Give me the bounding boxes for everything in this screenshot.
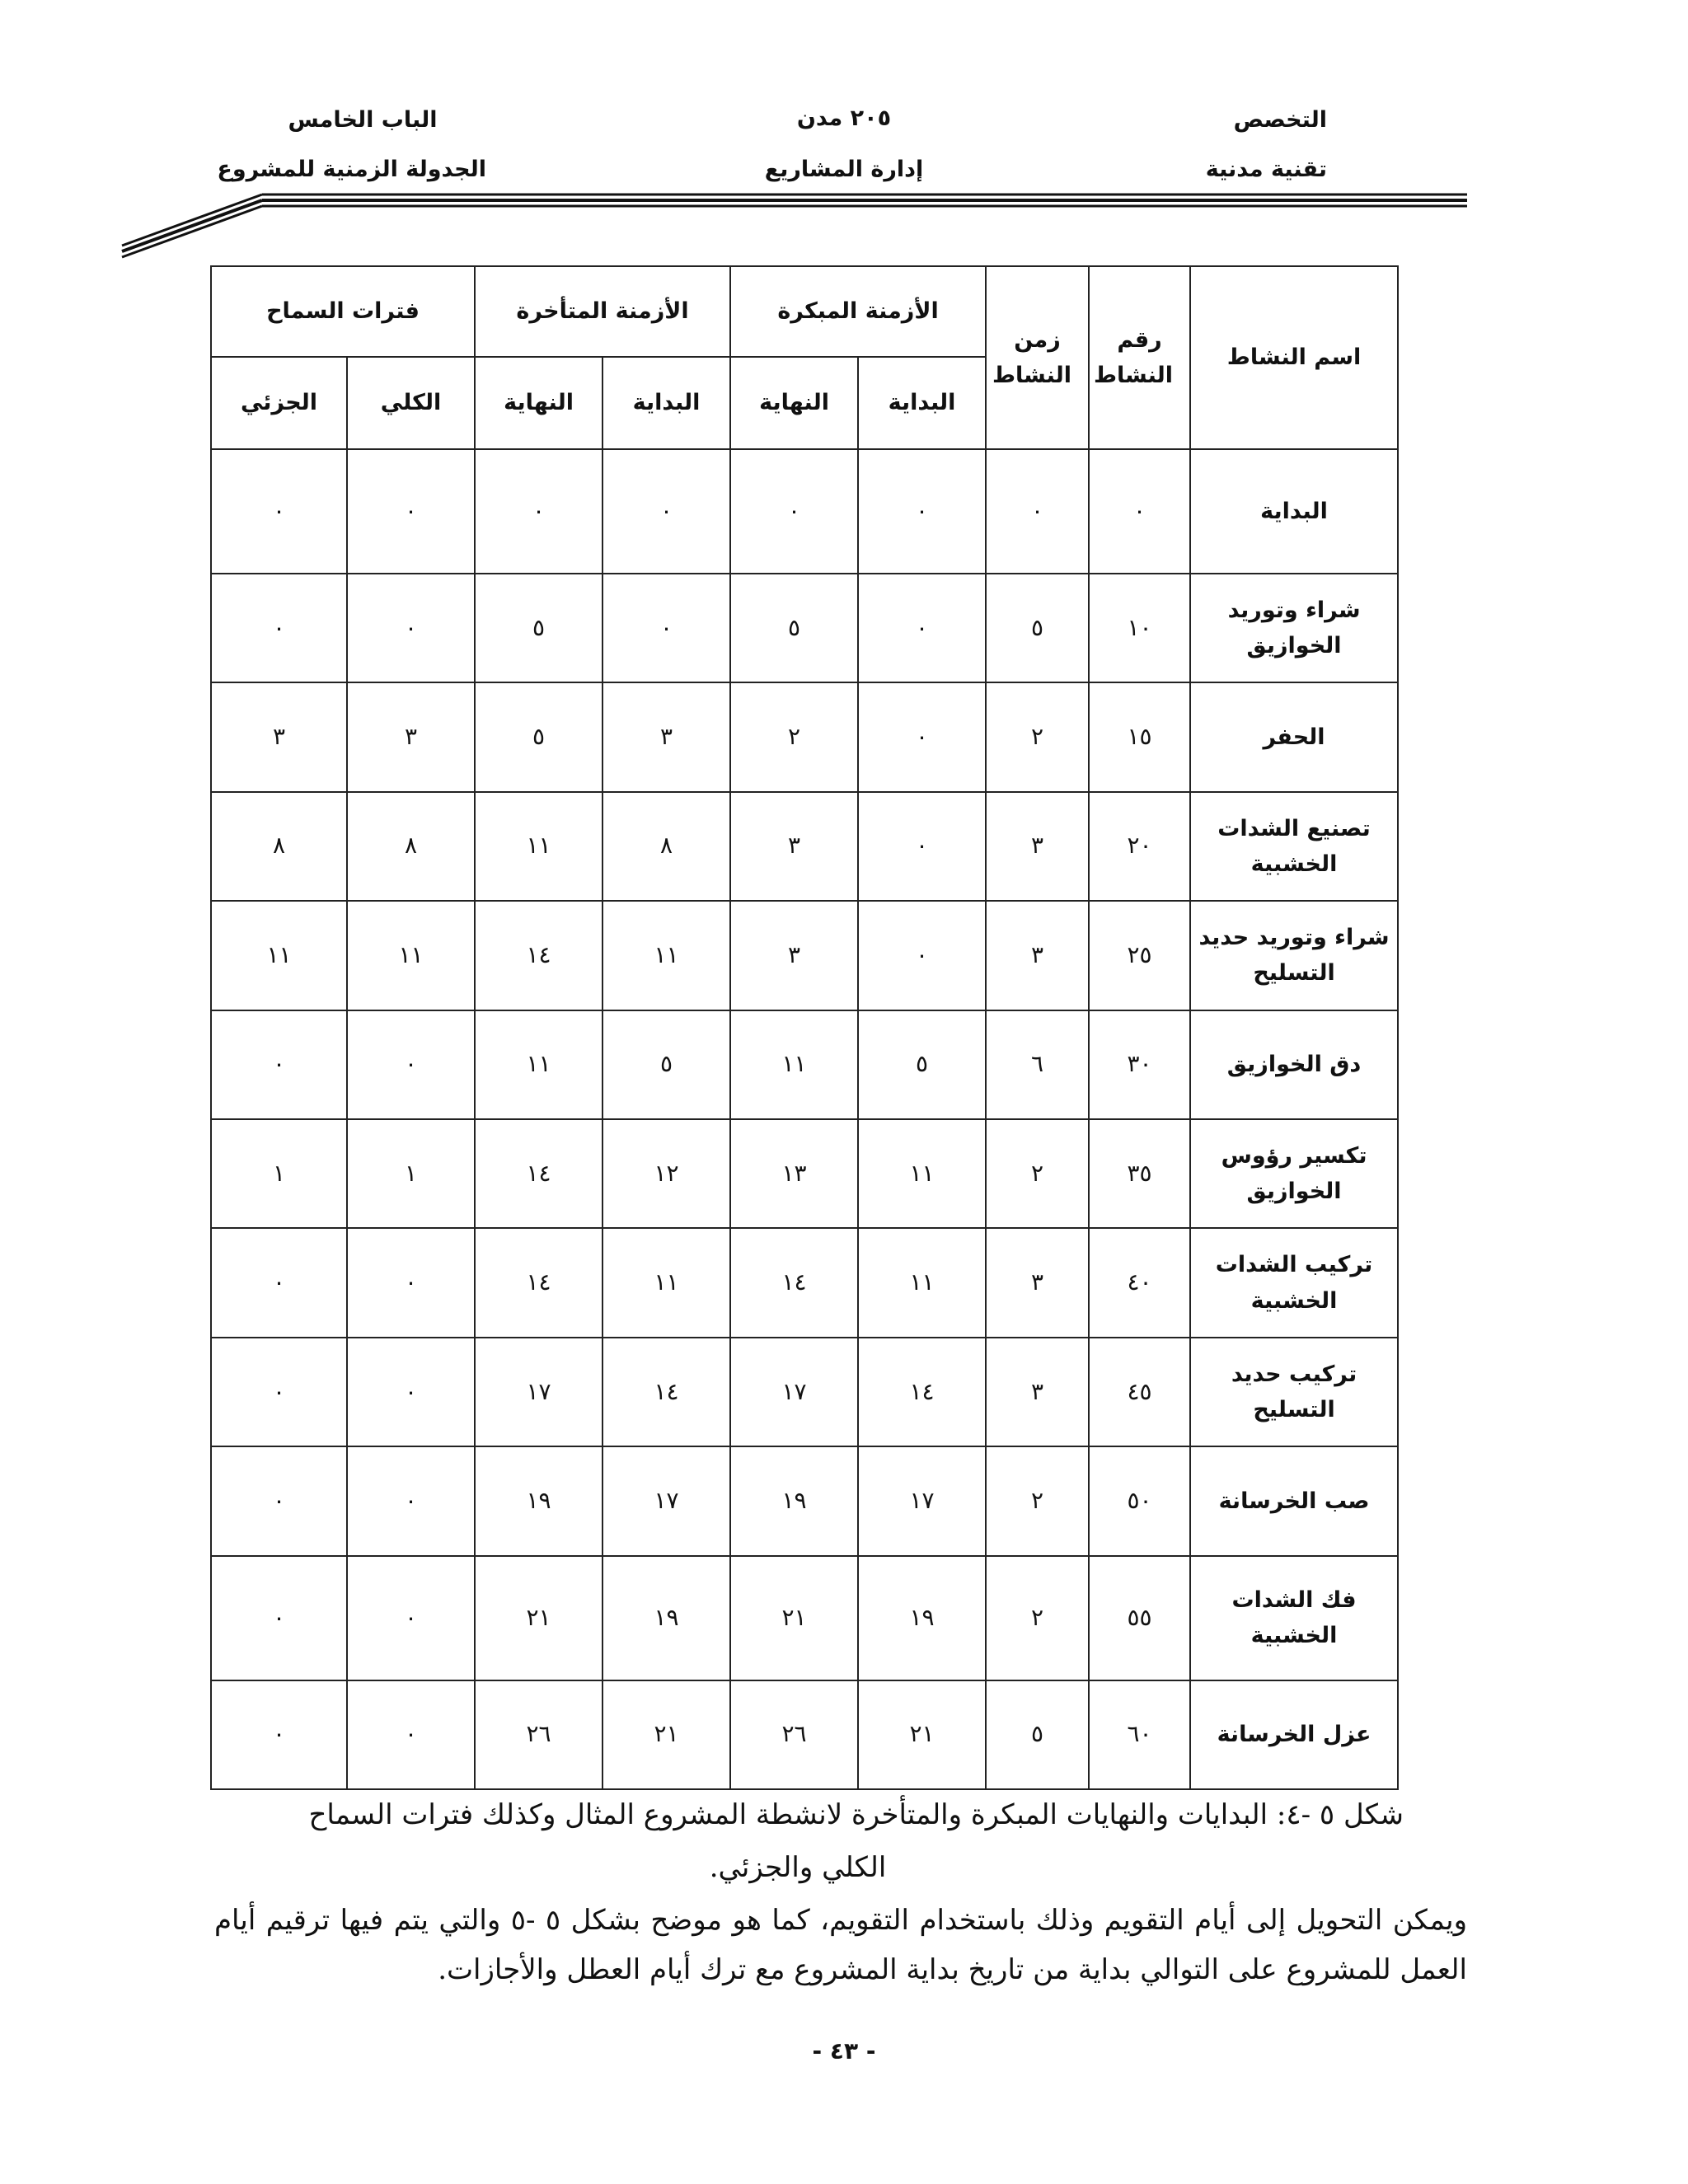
activity-duration: ٢	[986, 1556, 1089, 1680]
free-float: ٠	[211, 1556, 347, 1680]
activity-number: ٢٥	[1089, 901, 1190, 1010]
late-start: ٥	[603, 1010, 730, 1119]
late-start: ١٤	[603, 1338, 730, 1446]
total-float: ٠	[347, 574, 475, 682]
total-float: ٠	[347, 1556, 475, 1680]
free-float: ١	[211, 1119, 347, 1228]
activities-table	[210, 265, 1399, 1790]
activity-name: تركيب الشدات الخشبية	[1190, 1228, 1398, 1337]
table-row	[211, 901, 1398, 1010]
header-chapter-title: الجدولة الزمنية للمشروع	[217, 157, 486, 182]
activity-number: ٤٥	[1089, 1338, 1190, 1446]
total-float: ٠	[347, 1680, 475, 1790]
activity-name: دق الخوازيق	[1190, 1010, 1398, 1119]
late-start: ٠	[603, 449, 730, 574]
activity-duration: ٥	[986, 1680, 1089, 1790]
early-start: ١٤	[858, 1338, 986, 1446]
total-float: ١	[347, 1119, 475, 1228]
activity-name: تكسير رؤوس الخوازيق	[1190, 1119, 1398, 1228]
late-finish: ١٩	[475, 1446, 603, 1555]
table-row	[211, 792, 1398, 901]
early-finish: ١٣	[730, 1119, 858, 1228]
activity-name: صب الخرسانة	[1190, 1446, 1398, 1555]
free-float: ٠	[211, 1446, 347, 1555]
early-finish: ٢	[730, 682, 858, 791]
total-float: ٠	[347, 449, 475, 574]
header-late-finish: النهاية	[475, 357, 603, 449]
activity-duration: ٣	[986, 1338, 1089, 1446]
header-course-name: إدارة المشاريع	[764, 157, 924, 182]
table-row	[211, 574, 1398, 682]
total-float: ٣	[347, 682, 475, 791]
activity-number: ٥٠	[1089, 1446, 1190, 1555]
activity-number: ٢٠	[1089, 792, 1190, 901]
late-finish: ٢١	[475, 1556, 603, 1680]
activity-number: ٠	[1089, 449, 1190, 574]
early-start: ٠	[858, 901, 986, 1010]
activity-number: ٣٥	[1089, 1119, 1190, 1228]
late-start: ١١	[603, 1228, 730, 1337]
early-finish: ٣	[730, 792, 858, 901]
table-row	[211, 1010, 1398, 1119]
header-divider	[0, 0, 1688, 280]
free-float: ٠	[211, 1228, 347, 1337]
late-finish: ١٤	[475, 1228, 603, 1337]
early-finish: ١١	[730, 1010, 858, 1119]
free-float: ٨	[211, 792, 347, 901]
table-row	[211, 1338, 1398, 1446]
activity-number: ٦٠	[1089, 1680, 1190, 1790]
late-finish: ٥	[475, 682, 603, 791]
activity-number: ٥٥	[1089, 1556, 1190, 1680]
early-start: ٠	[858, 449, 986, 574]
activity-number: ١٠	[1089, 574, 1190, 682]
table-row	[211, 682, 1398, 791]
early-finish: ٠	[730, 449, 858, 574]
figure-caption: شكل ٥ -٤: البدايات والنهايات المبكرة والمتأخرة لانشطة المشروع المثال وكذلك فترات السماح	[308, 1798, 1404, 1831]
header-chapter: الباب الخامس	[288, 107, 438, 133]
activity-duration: ٥	[986, 574, 1089, 682]
late-finish: ١١	[475, 1010, 603, 1119]
header-specialty-value: تقنية مدنية	[1205, 157, 1327, 182]
early-start: ٢١	[858, 1680, 986, 1790]
free-float: ٣	[211, 682, 347, 791]
header-course-code: ٢٠٥ مدن	[796, 105, 892, 131]
activity-name: تصنيع الشدات الخشبية	[1190, 792, 1398, 901]
early-finish: ١٧	[730, 1338, 858, 1446]
early-finish: ٥	[730, 574, 858, 682]
late-start: ٠	[603, 574, 730, 682]
early-finish: ٣	[730, 901, 858, 1010]
table-row	[211, 1228, 1398, 1337]
early-start: ٥	[858, 1010, 986, 1119]
header-float: فترات السماح	[211, 266, 475, 357]
total-float: ٠	[347, 1010, 475, 1119]
activity-duration: ٣	[986, 792, 1089, 901]
activity-duration: ٢	[986, 1446, 1089, 1555]
free-float: ٠	[211, 1680, 347, 1790]
late-start: ١٧	[603, 1446, 730, 1555]
early-start: ١٩	[858, 1556, 986, 1680]
header-activity-number: رقم النشاط	[1089, 266, 1190, 449]
late-finish: ١٤	[475, 901, 603, 1010]
late-start: ١٩	[603, 1556, 730, 1680]
early-start: ٠	[858, 682, 986, 791]
figure-caption-continued: الكلي والجزئي.	[709, 1851, 887, 1884]
header-late-times: الأزمنة المتأخرة	[475, 266, 730, 357]
late-start: ١١	[603, 901, 730, 1010]
early-finish: ٢١	[730, 1556, 858, 1680]
late-start: ٣	[603, 682, 730, 791]
early-start: ٠	[858, 574, 986, 682]
table-row	[211, 1119, 1398, 1228]
late-finish: ١٧	[475, 1338, 603, 1446]
activity-duration: ٢	[986, 682, 1089, 791]
total-float: ٠	[347, 1228, 475, 1337]
activity-name: الحفر	[1190, 682, 1398, 791]
table-row	[211, 449, 1398, 574]
activity-number: ١٥	[1089, 682, 1190, 791]
early-finish: ١٩	[730, 1446, 858, 1555]
activity-name: البداية	[1190, 449, 1398, 574]
late-start: ٨	[603, 792, 730, 901]
total-float: ٠	[347, 1338, 475, 1446]
total-float: ١١	[347, 901, 475, 1010]
activity-name: عزل الخرسانة	[1190, 1680, 1398, 1790]
activity-duration: ٠	[986, 449, 1089, 574]
late-finish: ٢٦	[475, 1680, 603, 1790]
early-finish: ٢٦	[730, 1680, 858, 1790]
body-paragraph: ويمكن التحويل إلى أيام التقويم وذلك باستخدام التقويم، كما هو موضح بشكل ٥ -٥ والتي يتم فيها ترقيم أيام العمل للمشروع على التوالي بداية من تاريخ بداية المشروع مع ترك أيام العطل والأجازات.	[214, 1904, 1467, 1986]
free-float: ٠	[211, 449, 347, 574]
activity-duration: ٦	[986, 1010, 1089, 1119]
activity-duration: ٢	[986, 1119, 1089, 1228]
table-row	[211, 1556, 1398, 1680]
late-start: ١٢	[603, 1119, 730, 1228]
early-start: ٠	[858, 792, 986, 901]
activity-duration: ٣	[986, 901, 1089, 1010]
activity-number: ٣٠	[1089, 1010, 1190, 1119]
late-start: ٢١	[603, 1680, 730, 1790]
activity-name: شراء وتوريد الخوازيق	[1190, 574, 1398, 682]
header-early-start: البداية	[858, 357, 986, 449]
table-row	[211, 1446, 1398, 1555]
early-finish: ١٤	[730, 1228, 858, 1337]
activity-duration: ٣	[986, 1228, 1089, 1337]
table-row	[211, 1680, 1398, 1790]
activity-name: شراء وتوريد حديد التسليح	[1190, 901, 1398, 1010]
activity-name: تركيب حديد التسليح	[1190, 1338, 1398, 1446]
header-early-times: الأزمنة المبكرة	[730, 266, 986, 357]
early-start: ١٧	[858, 1446, 986, 1555]
header-activity-name: اسم النشاط	[1190, 266, 1398, 449]
late-finish: ١١	[475, 792, 603, 901]
late-finish: ٠	[475, 449, 603, 574]
header-activity-duration: زمن النشاط	[986, 266, 1089, 449]
total-float: ٨	[347, 792, 475, 901]
late-finish: ٥	[475, 574, 603, 682]
free-float: ١١	[211, 901, 347, 1010]
header-free-float: الجزئي	[211, 357, 347, 449]
header-total-float: الكلي	[347, 357, 475, 449]
activity-name: فك الشدات الخشبية	[1190, 1556, 1398, 1680]
total-float: ٠	[347, 1446, 475, 1555]
early-start: ١١	[858, 1228, 986, 1337]
free-float: ٠	[211, 574, 347, 682]
free-float: ٠	[211, 1338, 347, 1446]
header-late-start: البداية	[603, 357, 730, 449]
early-start: ١١	[858, 1119, 986, 1228]
late-finish: ١٤	[475, 1119, 603, 1228]
header-specialty-label: التخصص	[1233, 107, 1327, 133]
free-float: ٠	[211, 1010, 347, 1119]
activity-number: ٤٠	[1089, 1228, 1190, 1337]
page-number: - ٤٣ -	[812, 2037, 876, 2064]
header-early-finish: النهاية	[730, 357, 858, 449]
